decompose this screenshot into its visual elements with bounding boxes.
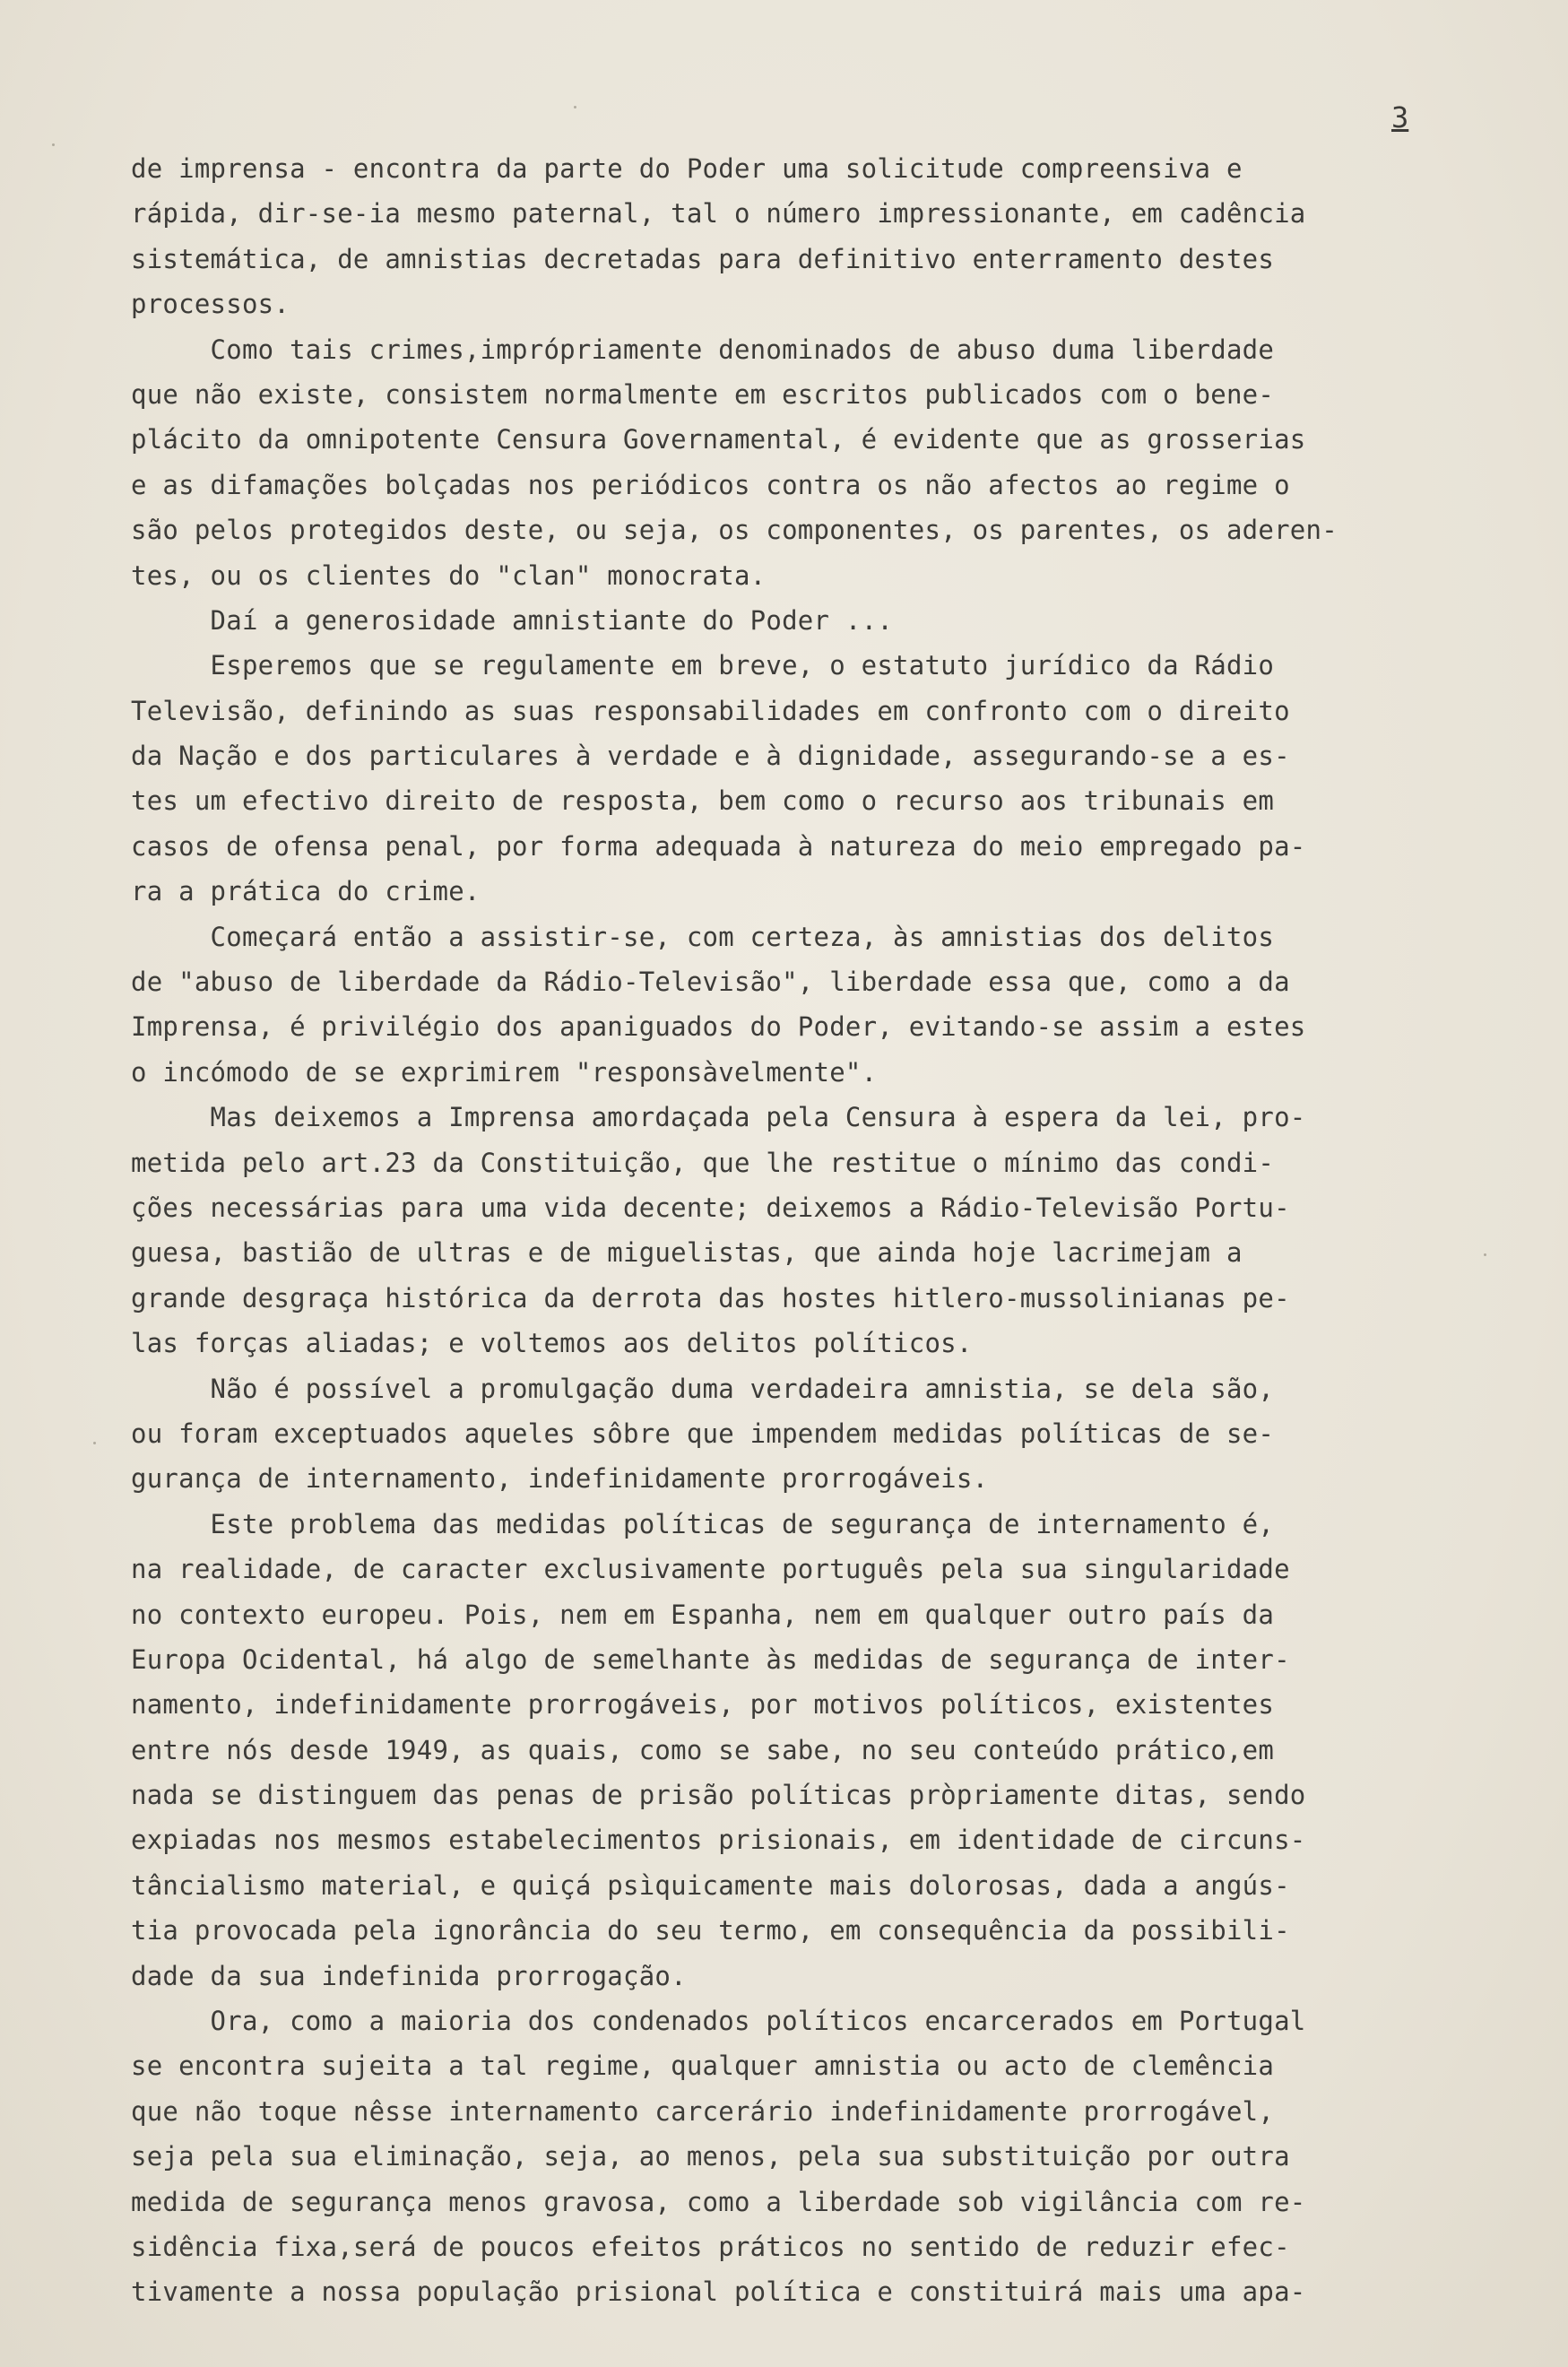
text-line: tes, ou os clientes do "clan" monocrata.	[131, 559, 767, 591]
text-line: tes um efectivo direito de resposta, bem como o recurso aos tribunais em	[131, 785, 1275, 817]
text-line: são pelos protegidos deste, ou seja, os componentes, os parentes, os aderen-	[131, 515, 1338, 546]
paper-speck	[574, 106, 576, 108]
text-line: casos de ofensa penal, por forma adequada à natureza do meio empregado pa-	[131, 830, 1306, 862]
paper-speck	[52, 143, 55, 146]
text-line: Imprensa, é privilégio dos apaniguados do Poder, evitando-se assim a estes	[131, 1011, 1306, 1043]
text-line: nada se distinguem das penas de prisão políticas pròpriamente ditas, sendo	[131, 1780, 1306, 1811]
text-line: Mas deixemos a Imprensa amordaçada pela Censura à espera da lei, pro-	[131, 1102, 1306, 1133]
text-line: ou foram exceptuados aqueles sôbre que impendem medidas políticas de se-	[131, 1418, 1275, 1449]
text-line: tia provocada pela ignorância do seu termo, em consequência da possibili-	[131, 1915, 1290, 1946]
text-line: e as difamações bolçadas nos periódicos contra os não afectos ao regime o	[131, 469, 1290, 500]
text-line: que não existe, consistem normalmente em escritos publicados com o bene-	[131, 378, 1275, 410]
text-line: tivamente a nossa população prisional política e constituirá mais uma apa-	[131, 2276, 1306, 2308]
text-line: dade da sua indefinida prorrogação.	[131, 1960, 687, 1991]
text-line: rápida, dir-se-ia mesmo paternal, tal o número impressionante, em cadência	[131, 198, 1306, 230]
text-line: entre nós desde 1949, as quais, como se sabe, no seu conteúdo prático,em	[131, 1734, 1275, 1765]
text-line: Ora, como a maioria dos condenados políticos encarcerados em Portugal	[131, 2006, 1306, 2037]
text-line: ra a prática do crime.	[131, 876, 481, 907]
text-line: Este problema das medidas políticas de segurança de internamento é,	[131, 1508, 1275, 1539]
paper-speck	[93, 1442, 96, 1444]
text-line: na realidade, de caracter exclusivamente português pela sua singularidade	[131, 1554, 1290, 1585]
text-line: Como tais crimes,imprópriamente denominados de abuso duma liberdade	[131, 334, 1275, 365]
text-line: que não toque nêsse internamento carcerário indefinidamente prorrogável,	[131, 2095, 1275, 2127]
text-line: Televisão, definindo as suas responsabilidades em confronto com o direito	[131, 695, 1290, 726]
text-line: de imprensa - encontra da parte do Poder uma solicitude compreensiva e	[131, 153, 1243, 184]
text-line: processos.	[131, 289, 290, 320]
text-line: gurança de internamento, indefinidamente prorrogáveis.	[131, 1463, 989, 1495]
text-line: da Nação e dos particulares à verdade e à dignidade, assegurando-se a es-	[131, 741, 1290, 772]
text-line: se encontra sujeita a tal regime, qualquer amnistia ou acto de clemência	[131, 2051, 1275, 2082]
text-line: guesa, bastião de ultras e de miguelistas, que ainda hoje lacrimejam a	[131, 1237, 1243, 1269]
text-line: medida de segurança menos gravosa, como a liberdade sob vigilância com re-	[131, 2186, 1306, 2217]
text-line: de "abuso de liberdade da Rádio-Televisão", liberdade essa que, como a da	[131, 967, 1290, 998]
text-line: tâncialismo material, e quiçá psìquicamente mais dolorosas, dada a angús-	[131, 1869, 1290, 1901]
text-line: plácito da omnipotente Censura Governamental, é evidente que as grosserias	[131, 424, 1306, 455]
text-line: grande desgraça histórica da derrota das hostes hitlero-mussolinianas pe-	[131, 1282, 1290, 1314]
paper-speck	[1484, 1253, 1486, 1256]
text-line: Esperemos que se regulamente em breve, o estatuto jurídico da Rádio	[131, 650, 1275, 681]
text-line: sistemática, de amnistias decretadas para definitivo enterramento destes	[131, 243, 1275, 274]
text-line: expiadas nos mesmos estabelecimentos prisionais, em identidade de circuns-	[131, 1825, 1306, 1856]
text-line: no contexto europeu. Pois, nem em Espanha, nem em qualquer outro país da	[131, 1599, 1275, 1630]
text-line: o incómodo de se exprimirem "responsàvelmente".	[131, 1056, 878, 1088]
text-line: Não é possível a promulgação duma verdadeira amnistia, se dela são,	[131, 1373, 1275, 1404]
text-line: Começará então a assistir-se, com certeza, às amnistias dos delitos	[131, 921, 1275, 952]
text-line: namento, indefinidamente prorrogáveis, por motivos políticos, existentes	[131, 1689, 1275, 1721]
text-line: ções necessárias para uma vida decente; deixemos a Rádio-Televisão Portu-	[131, 1192, 1290, 1223]
page-number: 3	[1391, 100, 1409, 134]
text-line: Daí a generosidade amnistiante do Poder ...	[131, 604, 894, 636]
text-line: sidência fixa,será de poucos efeitos práticos no sentido de reduzir efec-	[131, 2231, 1290, 2262]
typewritten-text-body	[131, 146, 1494, 2315]
text-line: Europa Ocidental, há algo de semelhante às medidas de segurança de inter-	[131, 1643, 1290, 1675]
text-line: las forças aliadas; e voltemos aos delitos políticos.	[131, 1328, 973, 1359]
text-line: metida pelo art.23 da Constituição, que lhe restitue o mínimo das condi-	[131, 1147, 1275, 1178]
text-line: seja pela sua eliminação, seja, ao menos, pela sua substituição por outra	[131, 2141, 1290, 2172]
